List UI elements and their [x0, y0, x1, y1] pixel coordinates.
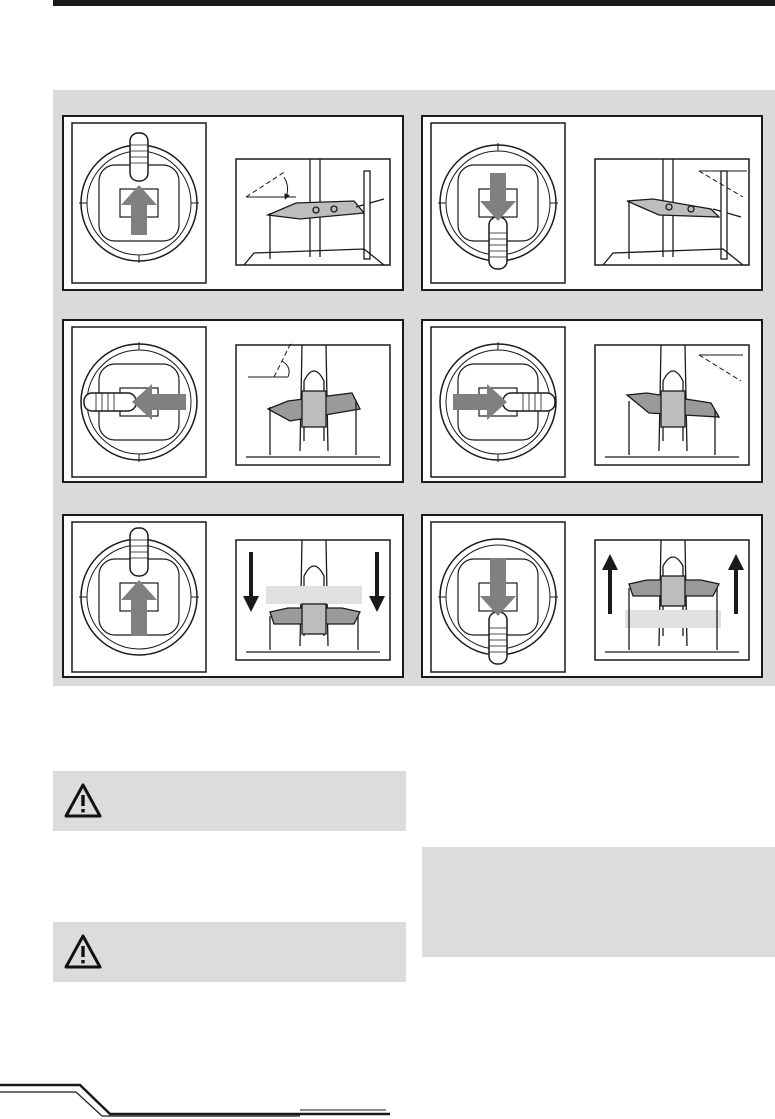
footer-rule: [0, 1080, 400, 1119]
diagram-card-aileron-right: [421, 319, 763, 483]
stick-knob-icon: [489, 217, 507, 269]
stick-knob-icon: [130, 528, 148, 576]
diagram-card-aileron-left: [62, 319, 404, 483]
stick-knob-icon: [489, 612, 507, 664]
warning-triangle-icon: [63, 781, 103, 821]
stick-knob-icon: [84, 393, 136, 411]
warning-triangle-icon: [63, 932, 103, 972]
note-box: [422, 847, 775, 957]
top-rule: [53, 0, 775, 6]
diagram-card-elevator-up: [62, 115, 404, 291]
diagram-card-collective-up: [62, 514, 404, 678]
stick-knob-icon: [130, 133, 148, 181]
stick-knob-icon: [503, 393, 555, 411]
warning-box: [53, 771, 406, 831]
diagram-panel: [53, 90, 775, 686]
warning-box: [53, 922, 406, 982]
diagram-card-elevator-down: [421, 115, 763, 291]
diagram-card-collective-down: [421, 514, 763, 678]
